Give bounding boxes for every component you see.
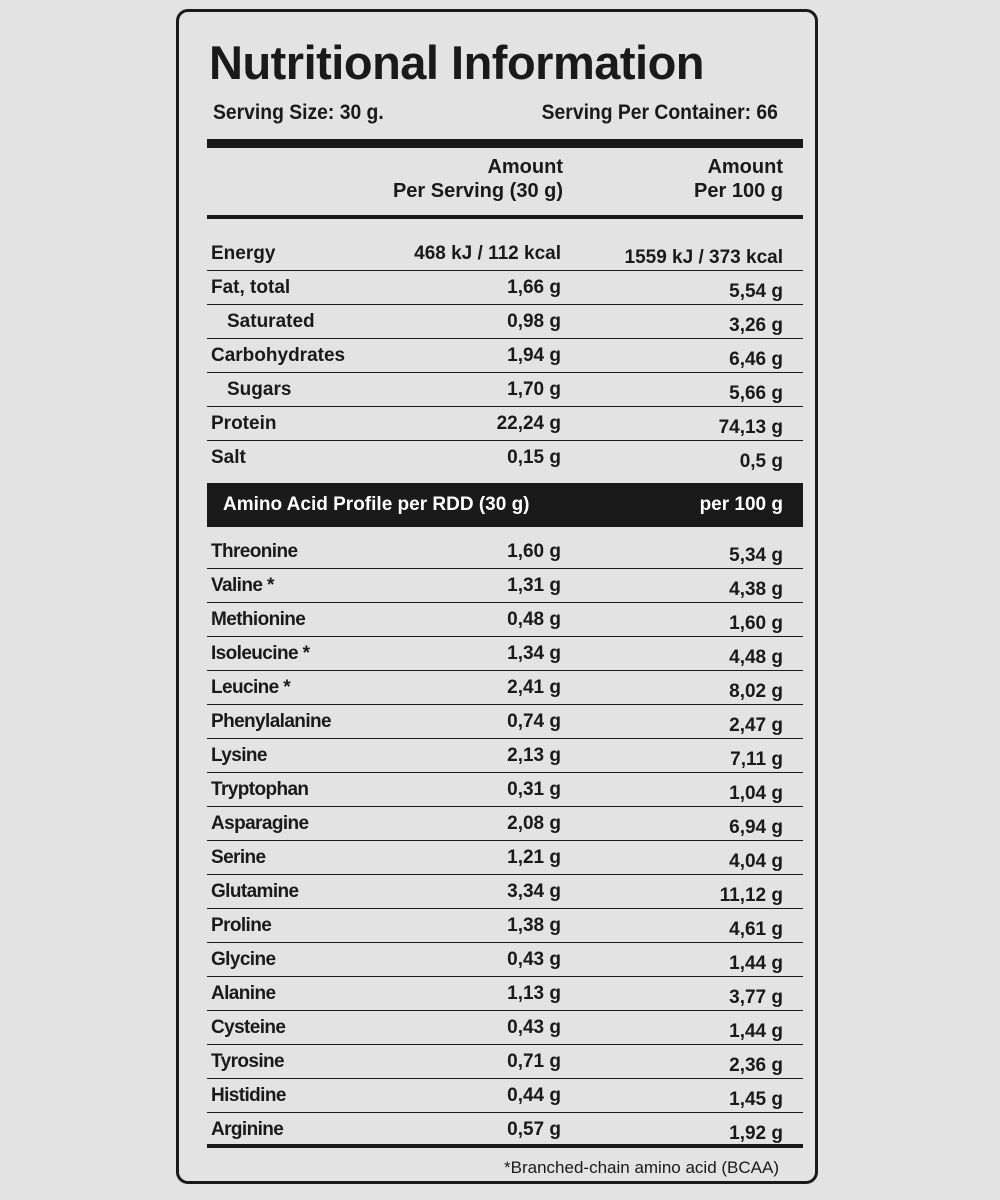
table-row [207, 603, 803, 637]
row-value-per-serving: 2,13 g [507, 745, 561, 766]
table-row [207, 1113, 803, 1147]
row-value-per-serving: 0,57 g [507, 1119, 561, 1140]
row-value-per-100g: 3,77 g [729, 987, 783, 1008]
row-value-per-100g: 6,46 g [729, 349, 783, 370]
row-label: Carbohydrates [211, 345, 346, 366]
amino-header-per100: per 100 g [699, 494, 783, 515]
row-label: Energy [211, 243, 276, 264]
row-label: Methionine [211, 609, 306, 630]
row-value-per-serving: 468 kJ / 112 kcal [414, 243, 561, 264]
column-header-per-100g [694, 155, 783, 203]
row-value-per-serving: 0,43 g [507, 1017, 561, 1038]
row-label: Glycine [211, 949, 276, 970]
row-label: Proline [211, 915, 272, 936]
table-row [207, 671, 803, 705]
row-value-per-100g: 1,60 g [729, 613, 783, 634]
table-row [207, 1011, 803, 1045]
amino-acid-header [207, 483, 803, 527]
row-value-per-serving: 2,41 g [507, 677, 561, 698]
row-label: Valine * [211, 575, 274, 596]
table-row [207, 705, 803, 739]
row-value-per-100g: 1,45 g [729, 1089, 783, 1110]
serving-size: Serving Size: 30 g. [213, 101, 384, 124]
row-value-per-serving: 0,71 g [507, 1051, 561, 1072]
row-value-per-100g: 1,44 g [729, 953, 783, 974]
row-value-per-100g: 0,5 g [739, 451, 783, 472]
row-value-per-100g: 7,11 g [730, 749, 783, 770]
row-label: Fat, total [211, 277, 291, 298]
row-value-per-serving: 1,31 g [507, 575, 561, 596]
row-value-per-serving: 22,24 g [496, 413, 561, 434]
row-value-per-serving: 0,43 g [507, 949, 561, 970]
column-header-per-100g-line2: Per 100 g [694, 180, 783, 202]
row-value-per-100g: 1,44 g [729, 1021, 783, 1042]
row-value-per-100g: 6,94 g [729, 817, 783, 838]
table-row [207, 1079, 803, 1113]
row-value-per-serving: 1,13 g [507, 983, 561, 1004]
row-label: Protein [211, 413, 277, 434]
label-title: Nutritional Information [209, 36, 705, 89]
nutrition-label [176, 9, 818, 1184]
row-label: Glutamine [211, 881, 299, 902]
amino-acid-table [207, 535, 803, 1147]
row-label: Isoleucine * [211, 643, 310, 664]
table-row [207, 339, 803, 373]
row-value-per-serving: 1,94 g [507, 345, 561, 366]
row-value-per-100g: 11,12 g [719, 885, 783, 906]
row-label: Lysine [211, 745, 267, 766]
row-value-per-serving: 0,98 g [507, 311, 561, 332]
row-value-per-serving: 1,70 g [507, 379, 561, 400]
column-header-per-serving-line2: Per Serving (30 g) [392, 180, 563, 202]
row-label: Saturated [227, 311, 315, 332]
row-value-per-serving: 1,38 g [507, 915, 561, 936]
row-value-per-100g: 2,36 g [729, 1055, 783, 1076]
table-row [207, 305, 803, 339]
column-header-per-100g-line1: Amount [707, 156, 783, 178]
row-label: Salt [211, 447, 246, 468]
row-label: Arginine [211, 1119, 284, 1140]
row-value-per-serving: 0,48 g [507, 609, 561, 630]
row-value-per-100g: 4,61 g [729, 919, 783, 940]
row-value-per-serving: 1,66 g [507, 277, 561, 298]
row-value-per-serving: 0,31 g [507, 779, 561, 800]
table-row [207, 1045, 803, 1079]
row-label: Threonine [211, 541, 298, 562]
table-row [207, 875, 803, 909]
row-value-per-serving: 1,34 g [507, 643, 561, 664]
table-row [207, 773, 803, 807]
row-value-per-100g: 4,48 g [729, 647, 783, 668]
row-value-per-100g: 3,26 g [729, 315, 783, 336]
row-label: Tryptophan [211, 779, 309, 800]
row-value-per-100g: 1,92 g [729, 1123, 783, 1144]
row-value-per-serving: 0,74 g [507, 711, 561, 732]
row-value-per-100g: 1,04 g [729, 783, 783, 804]
top-thick-divider [207, 139, 803, 148]
nutrient-table [207, 237, 803, 475]
row-label: Alanine [211, 983, 276, 1004]
table-row [207, 535, 803, 569]
table-row [207, 373, 803, 407]
column-header-per-serving [393, 155, 563, 203]
row-label: Tyrosine [211, 1051, 284, 1072]
row-value-per-100g: 1559 kJ / 373 kcal [624, 247, 783, 268]
servings-per-container: Serving Per Container: 66 [541, 101, 778, 124]
table-row [207, 637, 803, 671]
bottom-divider [207, 1144, 803, 1148]
table-row [207, 237, 803, 271]
row-value-per-serving: 0,15 g [507, 447, 561, 468]
table-row [207, 441, 803, 475]
serving-info [213, 98, 778, 128]
table-row [207, 407, 803, 441]
table-row [207, 807, 803, 841]
row-value-per-100g: 2,47 g [729, 715, 783, 736]
row-value-per-100g: 5,34 g [729, 545, 783, 566]
row-value-per-100g: 74,13 g [718, 417, 783, 438]
table-row [207, 841, 803, 875]
row-value-per-serving: 0,44 g [507, 1085, 561, 1106]
table-row [207, 739, 803, 773]
row-value-per-100g: 4,38 g [729, 579, 783, 600]
table-row [207, 977, 803, 1011]
row-value-per-100g: 4,04 g [729, 851, 783, 872]
header-divider [207, 215, 803, 219]
bcaa-footnote: *Branched-chain amino acid (BCAA) [504, 1158, 779, 1177]
table-row [207, 943, 803, 977]
row-label: Serine [211, 847, 266, 868]
row-label: Cysteine [211, 1017, 286, 1038]
column-header-per-serving-line1: Amount [487, 156, 563, 178]
row-value-per-100g: 5,66 g [729, 383, 783, 404]
row-label: Phenylalanine [211, 711, 331, 732]
row-value-per-serving: 3,34 g [507, 881, 561, 902]
row-label: Histidine [211, 1085, 286, 1106]
table-row [207, 909, 803, 943]
row-value-per-100g: 5,54 g [729, 281, 783, 302]
row-value-per-serving: 1,21 g [507, 847, 561, 868]
row-value-per-serving: 2,08 g [507, 813, 561, 834]
row-value-per-100g: 8,02 g [729, 681, 783, 702]
table-row [207, 569, 803, 603]
amino-header-title: Amino Acid Profile per RDD (30 g) [223, 494, 530, 515]
row-value-per-serving: 1,60 g [507, 541, 561, 562]
row-label: Sugars [227, 379, 292, 400]
row-label: Leucine * [211, 677, 291, 698]
row-label: Asparagine [211, 813, 309, 834]
table-row [207, 271, 803, 305]
